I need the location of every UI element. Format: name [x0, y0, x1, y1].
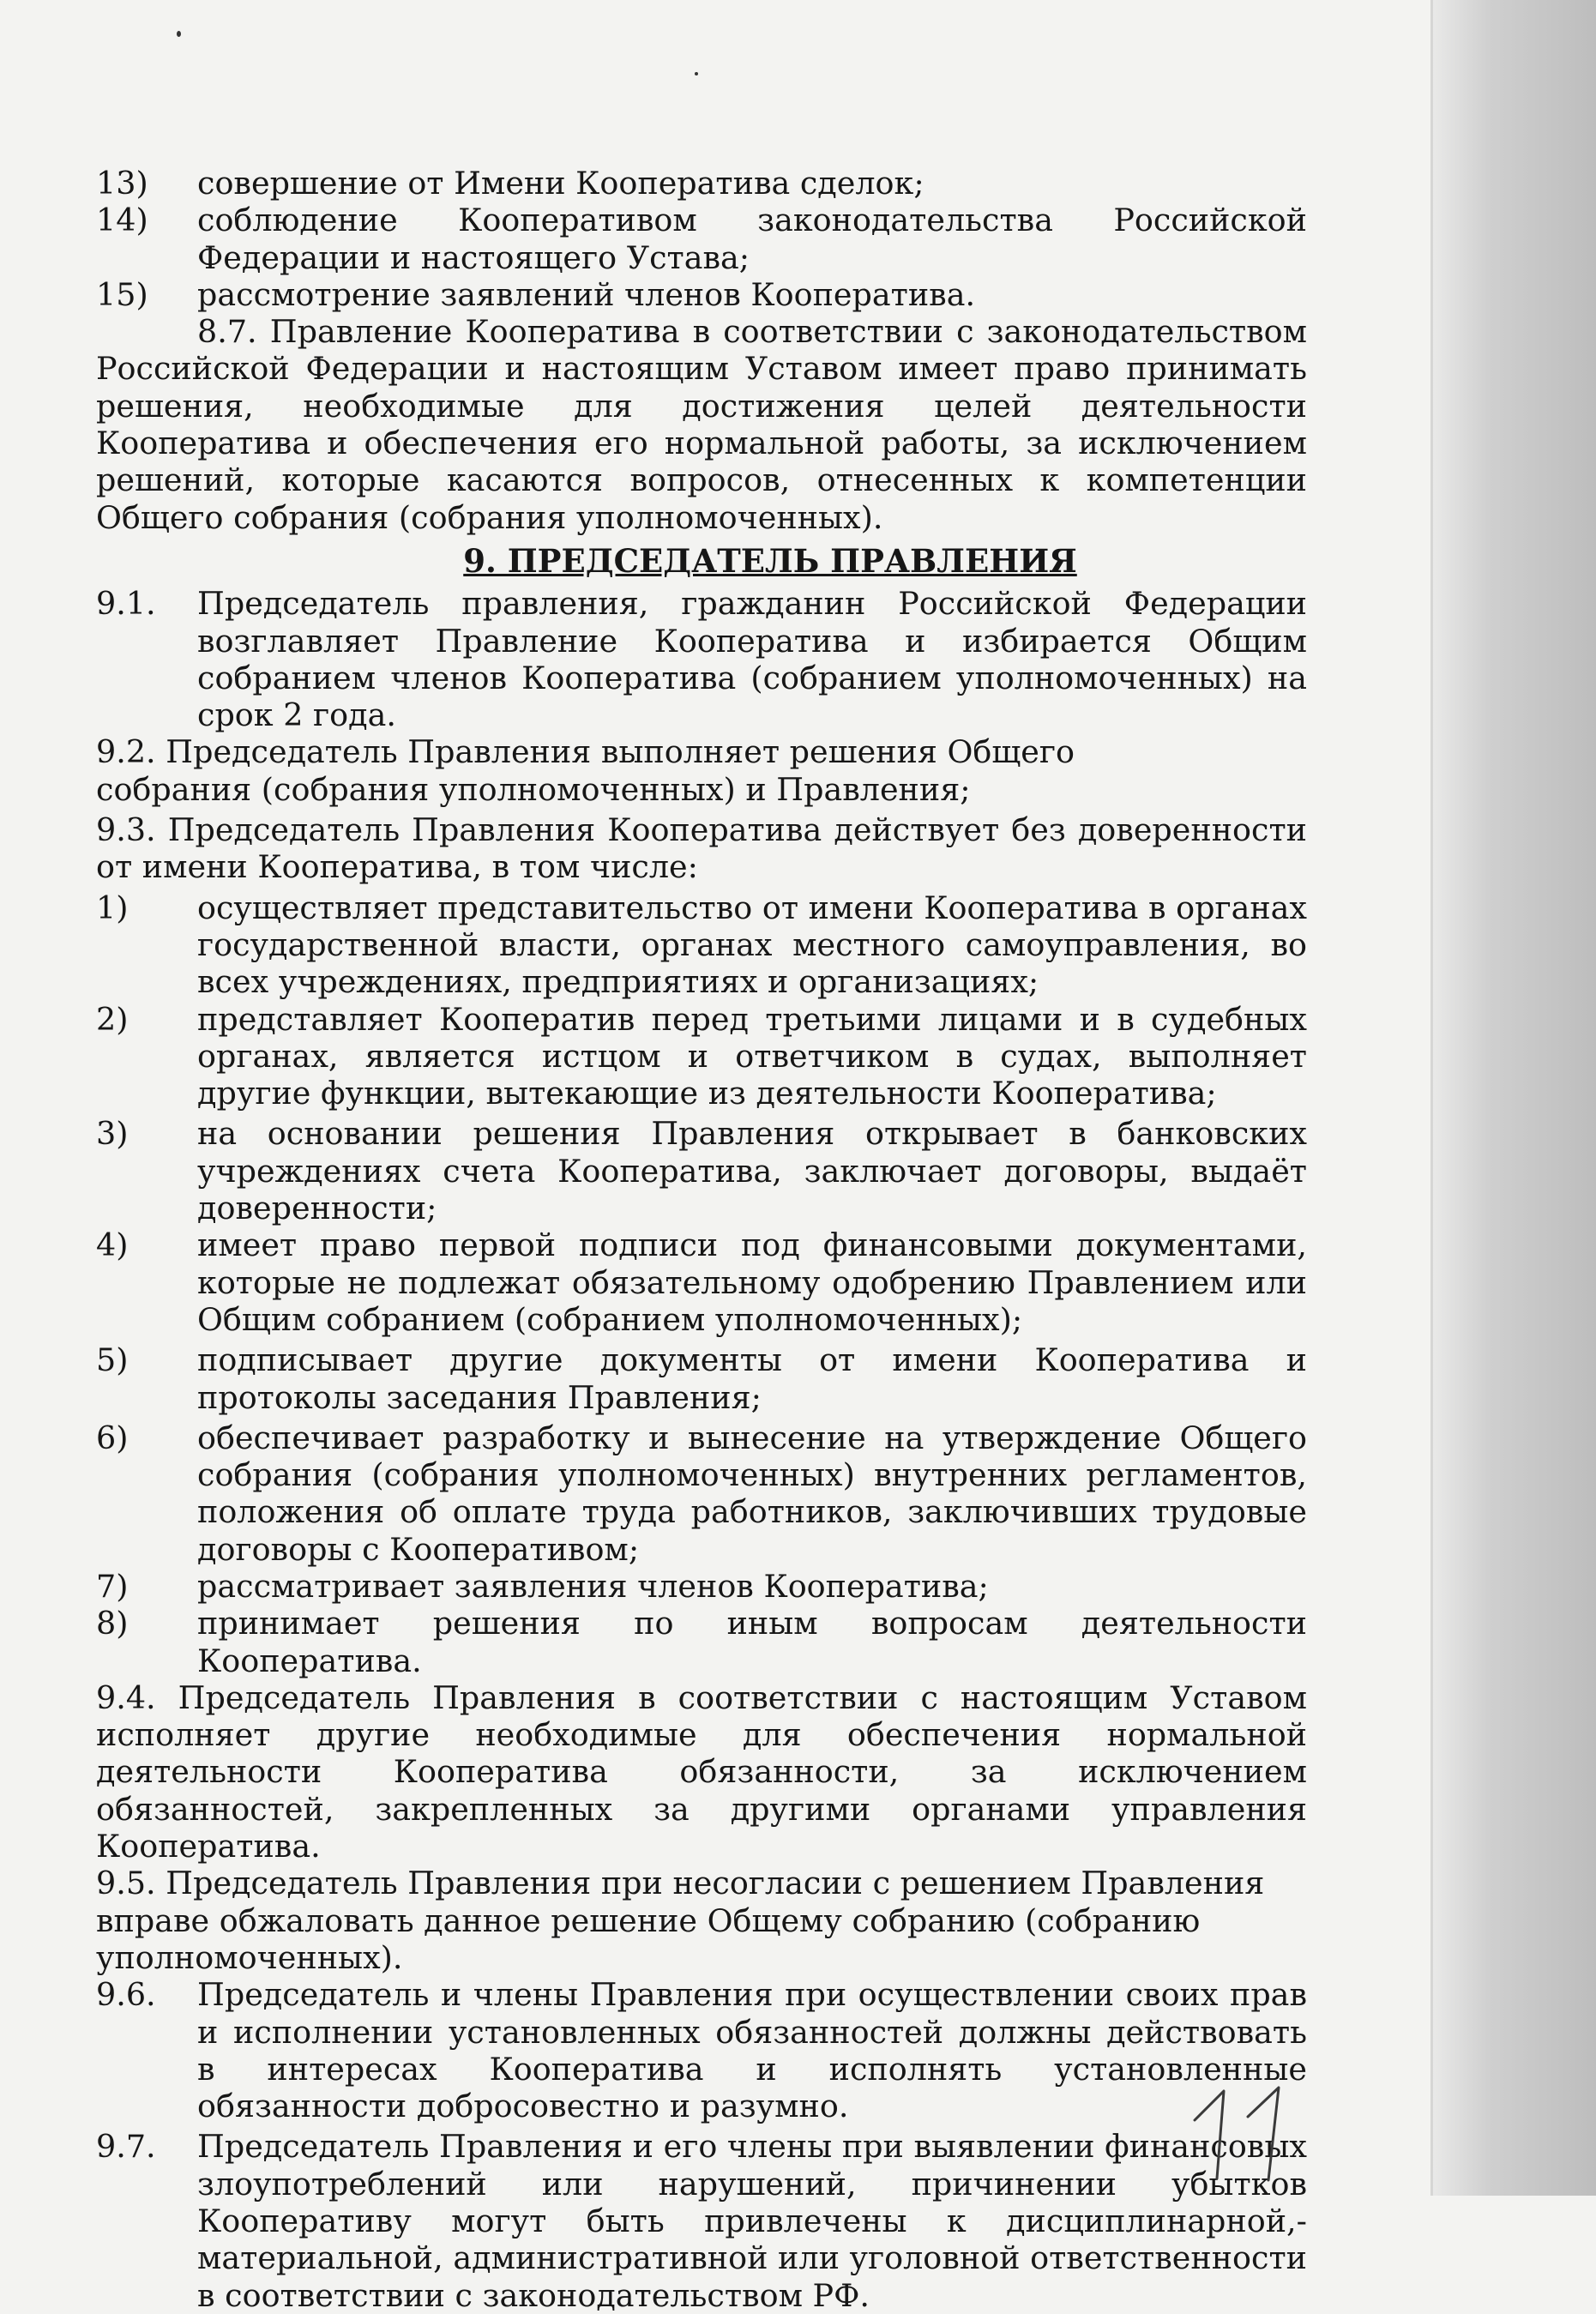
item-text: рассмотрение заявлений членов Кооператива. — [197, 275, 976, 313]
list-item — [96, 202, 1307, 276]
list-items-top — [96, 165, 1307, 313]
item-number: 1) — [96, 889, 129, 926]
clause-text: Председатель и члены Правления при осуществлении своих прав и исполнении установленных обязанностей должны действовать в интересах Кооператива и исполнять установленные обязанности добросовестно и разумно. — [197, 1976, 1307, 2125]
clause-text: Председатель Правления и его члены при выявлении финансовых злоупотреблений или нарушений, причинении убытков Кооперативу могут быть привлечены к дисциплинарной,-материальной, административной или уголовной ответственности в соответствии с законодательством РФ. — [197, 2128, 1307, 2314]
clause-text: Председатель правления, гражданин Российской Федерации возглавляет Правление Кооператива и избирается Общим собранием членов Кооператива (собранием уполномоченных) на срок 2 года. — [197, 585, 1307, 734]
item-text: на основании решения Правления открывает в банковских учреждениях счета Кооператива, заключает договоры, выдаёт доверенности; — [197, 1115, 1307, 1227]
list-item — [96, 1568, 1307, 1605]
item-number: 5) — [96, 1341, 129, 1379]
item-text: подписывает другие документы от имени Кооператива и протоколы заседания Правления; — [197, 1341, 1307, 1416]
item-text: представляет Кооператив перед третьими лицами и в судебных органах, является истцом и ответчиком в судах, выполняет другие функции, вытекающие из деятельности Кооператива; — [197, 1000, 1307, 1112]
item-text: совершение от Имени Кооператива сделок; — [197, 165, 924, 202]
digit-stroke — [1248, 2088, 1279, 2180]
item-text: обеспечивает разработку и вынесение на утверждение Общего собрания (собрания уполномоченных) внутренних регламентов, положения об оплате труда работников, заключивших трудовые договоры с Кооперативом; — [197, 1419, 1307, 1568]
list-item — [96, 1226, 1307, 1338]
clause-number: 9.1. — [96, 585, 156, 623]
handwritten-page-number — [1179, 2082, 1308, 2185]
clause-number: 9.6. — [96, 1976, 156, 2014]
clause-9-3: 9.3. Председатель Правления Кооператива действует без доверенности от имени Кооператива, в том числе: — [96, 811, 1307, 886]
list-item — [96, 165, 1307, 202]
scan-speck — [695, 72, 698, 75]
item-text: соблюдение Кооперативом законодательства Российской Федерации и настоящего Устава; — [197, 202, 1307, 276]
item-number: 4) — [96, 1226, 129, 1264]
item-text: имеет право первой подписи под финансовыми документами, которые не подлежат обязательному одобрению Правлением или Общим собранием (собранием уполномоченных); — [197, 1226, 1307, 1338]
document-body — [96, 165, 1307, 2314]
clause-9-4: 9.4. Председатель Правления в соответствии с настоящим Уставом исполняет другие необходимые для обеспечения нормальной деятельности Кооператива обязанности, за исключением обязанностей, закрепленных за другими органами управления Кооператива. — [96, 1678, 1307, 1865]
item-number: 15) — [96, 275, 148, 313]
page-shadow — [1433, 0, 1596, 2196]
list-item — [96, 1115, 1307, 1226]
clause-9-5: 9.5. Председатель Правления при несогласии с решением Правления вправе обжаловать данное решение Общему собранию (собранию уполномоченных). — [96, 1865, 1265, 1976]
item-text: осуществляет представительство от имени Кооператива в органах государственной власти, органах местного самоуправления, во всех учреждениях, предприятиях и организациях; — [197, 889, 1307, 1001]
item-number: 7) — [96, 1567, 129, 1605]
scan-speck — [177, 31, 181, 37]
clause-9-7 — [96, 2128, 1307, 2313]
digit-stroke — [1195, 2091, 1224, 2178]
item-number: 6) — [96, 1419, 129, 1456]
list-item — [96, 889, 1307, 1001]
item-text: рассматривает заявления членов Кооператива; — [197, 1567, 989, 1605]
list-item — [96, 276, 1307, 313]
item-number: 13) — [96, 165, 148, 202]
clause-8-7: 8.7. Правление Кооператива в соответствии с законодательством Российской Федерации и настоящим Уставом имеет право принимать решения, необходимые для достижения целей деятельности Кооператива и обеспечения его нормальной работы, за исключением решений, которые касаются вопросов, отнесенных к компетенции Общего собрания (собрания уполномоченных). — [96, 313, 1307, 536]
list-item — [96, 1605, 1307, 1679]
clause-9-6 — [96, 1976, 1307, 2124]
clause-number: 9.7. — [96, 2128, 156, 2166]
list-item — [96, 1341, 1307, 1416]
item-number: 2) — [96, 1000, 129, 1038]
item-number: 8) — [96, 1605, 129, 1642]
list-item — [96, 1001, 1307, 1112]
item-text: принимает решения по иным вопросам деятельности Кооператива. — [197, 1605, 1307, 1679]
clause-9-2: 9.2. Председатель Правления выполняет решения Общего собрания (собрания уполномоченных) и Правления; — [96, 733, 1075, 808]
item-number: 3) — [96, 1115, 129, 1153]
list-item — [96, 1419, 1307, 1568]
list-items-9-3 — [96, 889, 1307, 1679]
item-number: 14) — [96, 202, 148, 239]
clause-9-1 — [96, 585, 1307, 733]
section-heading: 9. ПРЕДСЕДАТЕЛЬ ПРАВЛЕНИЯ — [463, 541, 1077, 580]
